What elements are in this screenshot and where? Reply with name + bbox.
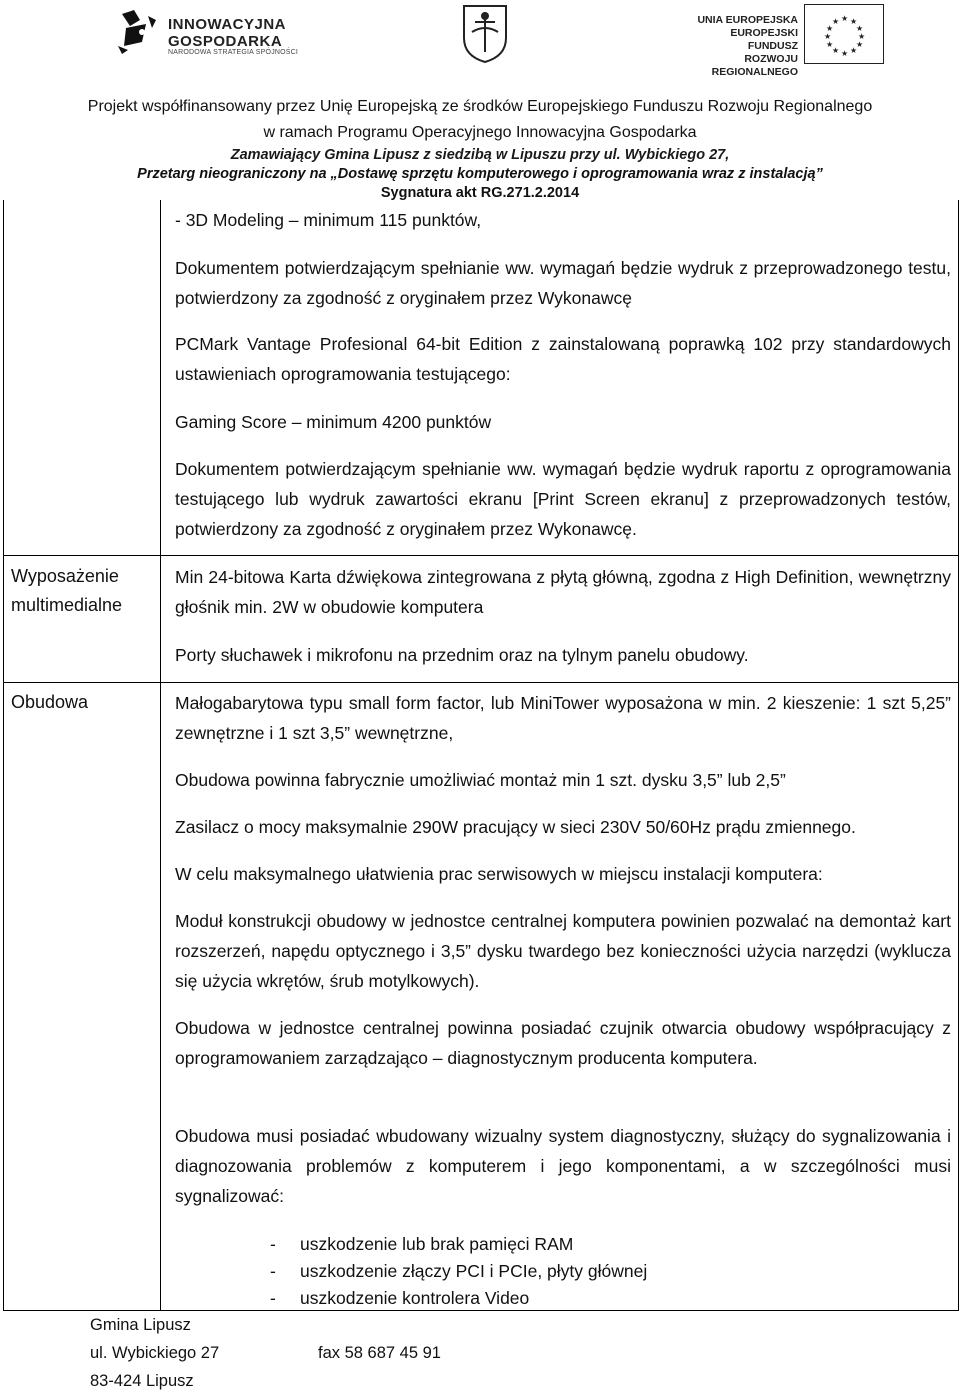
eu-logo-text: [684, 14, 798, 79]
spec-toolless: Moduł konstrukcji obudowy w jednostce centralnej komputera powinien pozwalać na demontaż kart rozszerzeń, napędu optycznego i 3,5” dysku twardego bez konieczności użycia narzędzi (wyklucza się użycia wkrętów, śrub motylkowych).: [175, 911, 951, 991]
logo-left-line3: NARODOWA STRATEGIA SPÓJNOŚCI: [168, 49, 299, 56]
spec-audio-ports: Porty słuchawek i mikrofonu na przednim oraz na tylnym panelu obudowy.: [175, 645, 749, 665]
list-item-text: uszkodzenie lub brak pamięci RAM: [300, 1234, 574, 1254]
spec-disk-mount: Obudowa powinna fabrycznie umożliwiać montaż min 1 szt. dysku 3,5” lub 2,5”: [175, 770, 786, 790]
table-row-divider: [3, 682, 958, 683]
innowacyjna-gospodarka-logo: [112, 4, 312, 60]
spec-gaming-score: Gaming Score – minimum 4200 punktów: [175, 412, 492, 432]
spec-evidence-2: Dokumentem potwierdzającym spełnianie ww. wymagań będzie wydruk raportu z oprogramowania testującego lub wydruk zawartości ekranu [Print Screen ekranu] z przeprowadzonych testów, potwierdzony za zgodność z oryginałem przez Wykonawcę.: [175, 459, 951, 539]
gmina-crest-icon: [460, 2, 510, 64]
svg-text:★: ★: [826, 40, 834, 49]
eu-logo-line2: EUROPEJSKI FUNDUSZ: [730, 27, 798, 52]
footer-line3: 83-424 Lipusz: [90, 1372, 194, 1390]
list-item-text: uszkodzenie kontrolera Video: [300, 1288, 530, 1308]
svg-text:★: ★: [832, 46, 840, 55]
spec-pcmark: PCMark Vantage Profesional 64-bit Edition z zainstalowaną poprawką 102 przy standardowych ustawieniach oprogramowania testującego:: [175, 334, 951, 384]
svg-text:★: ★: [841, 14, 849, 23]
spec-intrusion-sensor: Obudowa w jednostce centralnej powinna posiadać czujnik otwarcia obudowy współpracujący z oprogramowaniem zarządzająco – diagnostycznym producenta komputera.: [175, 1018, 951, 1068]
row-label-line1: Wyposażenie: [11, 566, 119, 586]
list-item: - uszkodzenie złączy PCI i PCIe, płyty głównej: [270, 1261, 648, 1281]
spec-diagnostics: Obudowa musi posiadać wbudowany wizualny system diagnostyczny, służący do sygnalizowania i diagnozowania problemów z komputerem i jego komponentami, a w szczególności musi sygnalizować:: [175, 1126, 951, 1206]
footer-line2: ul. Wybickiego 27: [90, 1344, 220, 1362]
svg-text:★: ★: [841, 49, 849, 58]
svg-text:★: ★: [858, 32, 866, 41]
eu-flag-icon: [804, 4, 884, 64]
row-label-multimedia: [11, 562, 122, 620]
svg-text:★: ★: [824, 32, 832, 41]
svg-text:★: ★: [826, 24, 834, 33]
eu-logo-line1: UNIA EUROPEJSKA: [697, 14, 798, 26]
list-item: - uszkodzenie lub brak pamięci RAM: [270, 1234, 574, 1254]
eu-logo: [684, 4, 884, 78]
header-line4: Przetarg nieograniczony na „Dostawę sprzętu komputerowego i oprogramowania wraz z instalacją”: [137, 166, 823, 182]
row-label-case: Obudowa: [11, 692, 89, 712]
footer-fax: fax 58 687 45 91: [318, 1344, 441, 1362]
logo-left-line1: INNOWACYJNA: [168, 16, 287, 33]
spec-evidence-1: Dokumentem potwierdzającym spełnianie ww. wymagań będzie wydruk z przeprowadzonego testu, potwierdzony za zgodność z oryginałem przez Wykonawcę: [175, 258, 951, 308]
row-label-line2: multimedialne: [11, 595, 123, 615]
star-figure-icon: [112, 6, 162, 56]
footer-line1: Gmina Lipusz: [90, 1316, 191, 1334]
spec-case-type: Małogabarytowa typu small form factor, lub MiniTower wyposażona w min. 2 kieszenie: 1 szt 5,25” zewnętrzne i 1 szt 3,5” wewnętrzne,: [175, 693, 951, 743]
eu-logo-line3: ROZWOJU REGIONALNEGO: [711, 53, 798, 78]
diagnostics-list: [270, 1231, 647, 1312]
header-line3: Zamawiający Gmina Lipusz z siedzibą w Lipuszu przy ul. Wybickiego 27,: [230, 147, 730, 163]
page-footer: [90, 1311, 441, 1395]
spec-service-intro: W celu maksymalnego ułatwienia prac serwisowych w miejscu instalacji komputera:: [175, 864, 823, 884]
svg-text:★: ★: [850, 46, 858, 55]
logo-left-line2: GOSPODARKA: [168, 33, 283, 50]
header-line2: w ramach Programu Operacyjnego Innowacyjna Gospodarka: [263, 124, 697, 141]
spec-3d-modeling: - 3D Modeling – minimum 115 punktów,: [175, 210, 482, 230]
list-item: - uszkodzenie kontrolera Video: [270, 1288, 530, 1308]
table-row-divider: [3, 555, 958, 556]
page-header: [0, 0, 960, 200]
header-line1: Projekt współfinansowany przez Unię Europejską ze środków Europejskiego Funduszu Rozwoju Regionalnego: [87, 98, 873, 115]
svg-text:★: ★: [856, 40, 864, 49]
spec-sound-card: Min 24-bitowa Karta dźwiękowa zintegrowana z płytą główną, zgodna z High Definition, wewnętrzny głośnik min. 2W w obudowie komputera: [175, 567, 951, 617]
svg-text:★: ★: [850, 17, 858, 26]
svg-text:★: ★: [856, 24, 864, 33]
header-line5: Sygnatura akt RG.271.2.2014: [380, 185, 580, 201]
svg-text:★: ★: [832, 17, 840, 26]
spec-power-supply: Zasilacz o mocy maksymalnie 290W pracujący w sieci 230V 50/60Hz prądu zmiennego.: [175, 817, 856, 837]
list-item-text: uszkodzenie złączy PCI i PCIe, płyty głównej: [300, 1261, 648, 1281]
table-column-divider: [160, 200, 161, 1311]
